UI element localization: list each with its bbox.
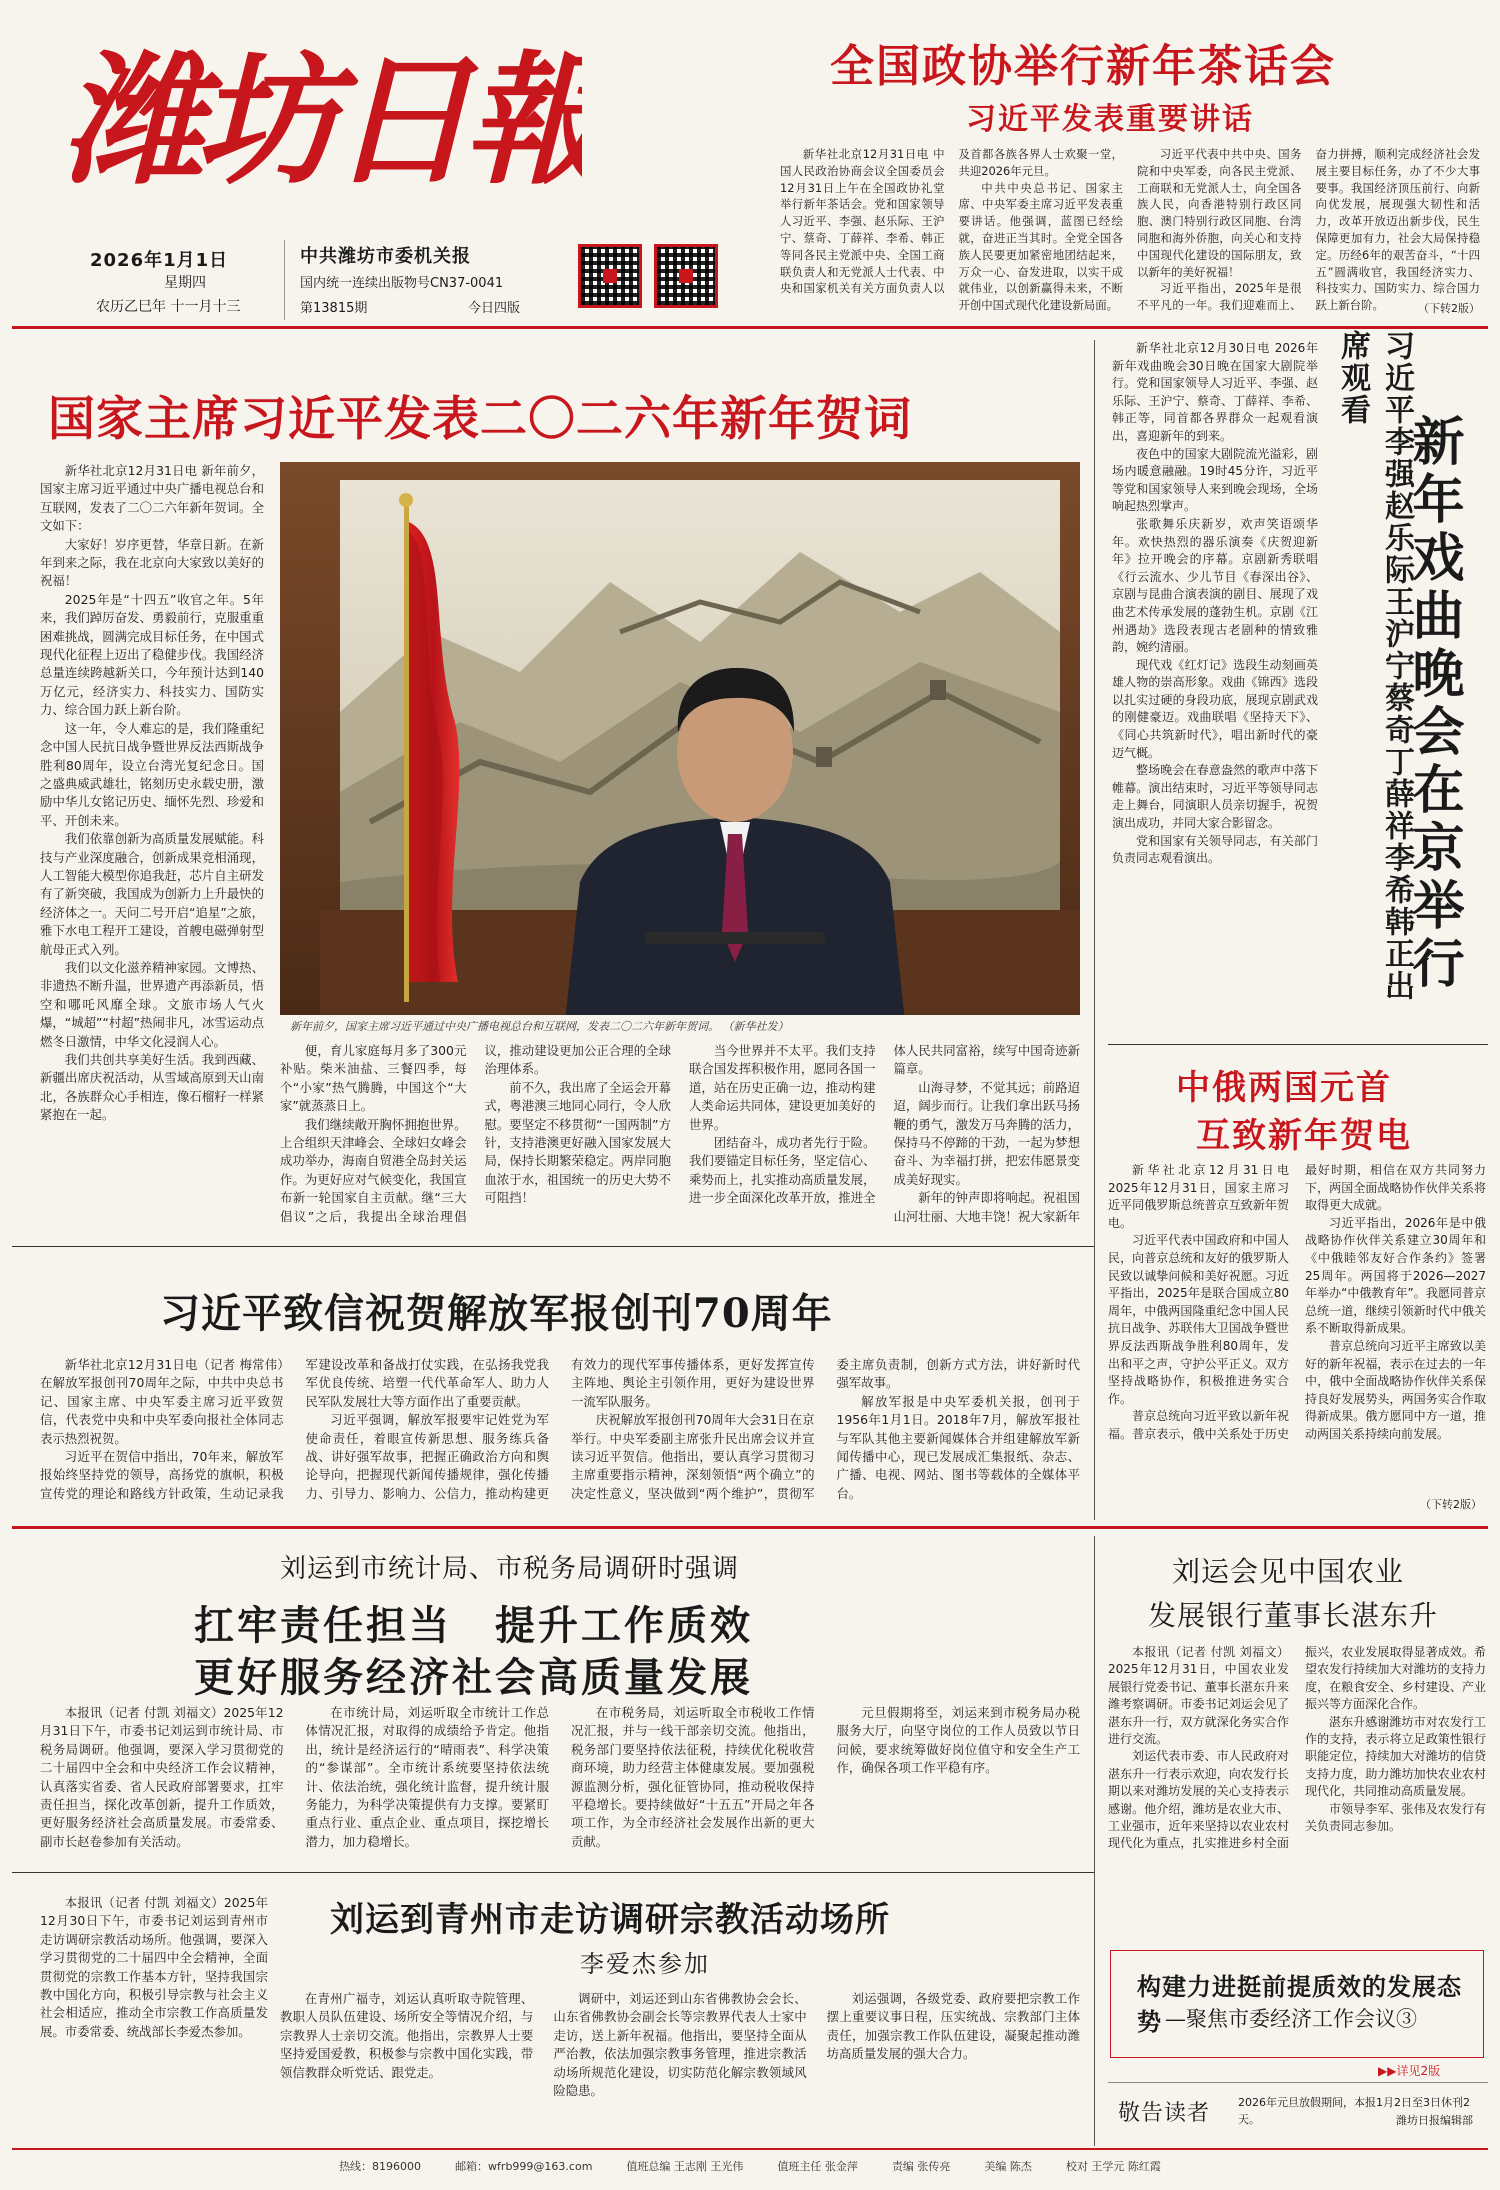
- agbank-headline-1: 刘运会见中国农业: [1172, 1555, 1405, 1588]
- top-headline: 全国政协举行新年茶话会: [830, 41, 1336, 92]
- qingzhou-subhead: 李爱杰参加: [580, 1950, 710, 1978]
- qingzhou-body: [280, 1990, 1080, 2136]
- top-para: 习近平代表中共中央、国务院和中央军委，向各民主党派、工商联和无党派人士，向全国各族人民，向香港特别行政区同胞、澳门特别行政区同胞、台湾同胞和海外侨胞，向关心和支持中国现代化建设的国际朋友，致以新年的美好祝福！: [1137, 147, 1302, 279]
- opera-para: 整场晚会在春意盎然的歌声中落下帷幕。演出结束时，习近平等领导同志走上舞台，同演职人员亲切握手，祝贺演出成功，并同大家合影留念。: [1112, 763, 1318, 831]
- qz-para: 调研中，刘运还到山东省佛教协会会长、山东省佛教协会副会长等宗教界代表人士家中走访，送上新年祝福。他指出，要坚持全面从严治教，依法加强宗教事务管理，推进宗教活动场所规范化建设，切实防范化解宗教领域风险隐患。: [553, 1991, 807, 2099]
- lead-para: 我们继续敞开胸怀拥抱世界。上合组织天津峰会、全球妇女峰会成功举办，海南自贸港全岛封关运作。为更好应对气候变化，我国宣布新一轮国家自主贡献。继“三大倡议”之后，我提出全球治理倡议，推动建设更加公正合理的全球治理体系。: [280, 1043, 671, 1224]
- issue-number: 第13815期: [300, 301, 368, 316]
- opera-body: [1112, 340, 1318, 1040]
- qz-para: 本报讯（记者 付凯 刘福文）2025年12月30日下午，市委书记刘运到青州市走访调研宗教活动场所。他强调，要深入学习贯彻党的二十届四中全会精神，全面贯彻党的宗教工作基本方针，坚持我国宗教中国化方向，积极引导宗教与社会主义社会相适应，推动全市宗教工作高质量发展。市委常委、统战部长李爱杰参加。: [40, 1895, 268, 2039]
- date-block: [90, 246, 280, 272]
- lead-para: 团结奋斗，成功者先行于险。我们要锚定目标任务，坚定信心、乘势而上，扎实推动高质量发展，进一步全面深化改革开放，推进全体人民共同富裕，续写中国奇迹新篇章。: [689, 1043, 1080, 1206]
- lunar-date: 农历乙巳年 十一月十三: [96, 299, 241, 315]
- sino-russia-headline-1: 中俄两国元首: [1176, 1068, 1392, 1108]
- opera-para: 张歌舞乐庆新岁，欢声笑语颂华年。欢快热烈的器乐演奏《庆贺迎新年》拉开晚会的序幕。京剧新秀联唱《行云流水、少儿节目《春深出谷》、京剧与昆曲合演表演的剧目、展现了戏曲艺术传承发展的蓬勃生机。京剧《江州遇劫》选段表现古老剧种的情致雅韵，婉约清丽。: [1112, 516, 1318, 655]
- stats-para: 在市税务局，刘运听取全市税收工作情况汇报，并与一线干部亲切交流。他指出，税务部门要坚持依法征税，持续优化税收营商环境，助力经营主体健康发展。要加强税源监测分析，强化征管协同，推动税收保持平稳增长。要持续做好“十五五”开局之年各项工作，为全市经济社会发展作出新的更大贡献。: [571, 1705, 815, 1849]
- stats-kicker: 刘运到市统计局、市税务局调研时强调: [280, 1554, 740, 1584]
- pla-para: 习近平强调，解放军报要牢记姓党为军使命责任，着眼宣传新思想、服务练兵备战、讲好强军故事，把握正确政治方向和舆论导向，把握现代新闻传播规律，强化传播力、引导力、影响力、公信力，推动构建更有效力的现代军事传播体系，更好发挥宣传主阵地、舆论主引领作用，更好为建设世界一流军队服务。: [305, 1357, 815, 1501]
- stats-headline-2: 更好服务经济社会高质量发展: [194, 1654, 753, 1701]
- sr-para: 习近平代表中国政府和中国人民，向普京总统和友好的俄罗斯人民致以诚挚问候和美好祝愿。习近平指出，2025年是联合国成立80周年，中俄两国隆重纪念中国人民抗日战争、苏联伟大卫国战争暨世界反法西斯战争胜利80周年，发出和平之声，守护公平正义。双方坚持战略协作，积极推进务实合作。: [1108, 1233, 1289, 1406]
- qingzhou-left-col: [40, 1894, 268, 2134]
- qz-para: 刘运强调，各级党委、政府要把宗教工作摆上重要议事日程，压实统战、宗教部门主体责任，加强宗教工作队伍建设，凝聚起推动潍坊高质量发展的强大合力。: [826, 1991, 1080, 2062]
- promo-box[interactable]: [1110, 1950, 1484, 2058]
- opera-para: 新华社北京12月30日电 2026年新年戏曲晚会30日晚在国家大剧院举行。党和国家领导人习近平、李强、赵乐际、王沪宁、蔡奇、丁薛祥、李希、韩正等，同首都各界群众一起观看演出，喜迎新年的到来。: [1112, 341, 1318, 443]
- stats-body: [40, 1704, 1080, 1862]
- lead-left-column: [40, 462, 264, 1234]
- footer-duty-director: 值班主任 张金萍: [777, 2160, 858, 2173]
- top-continue: （下转2版）: [1418, 302, 1480, 315]
- lead-photo: [280, 462, 1080, 1015]
- top-subhead: 习近平发表重要讲话: [966, 102, 1254, 137]
- footer-designer: 美编 陈杰: [984, 2160, 1032, 2173]
- footer-editor: 责编 张传亮: [891, 2160, 951, 2173]
- agb-para: 湛东升感谢潍坊市对农发行工作的支持，表示将立足政策性银行职能定位，持续加大对潍坊的信贷支持力度，助力潍坊加快农业农村现代化，共同推动高质量发展。: [1305, 1714, 1486, 1799]
- weekday: 星期四: [164, 275, 206, 291]
- lead-para: 前不久，我出席了全运会开幕式，粤港澳三地同心同行，令人欣慰。要坚定不移贯彻“一国两制”方针，支持港澳更好融入国家发展大局，保持长期繁荣稳定。两岸同胞血浓于水，祖国统一的历史大势不可阻挡！: [484, 1079, 671, 1206]
- lead-headline: 国家主席习近平发表二〇二六年新年贺词: [48, 392, 912, 447]
- qz-para: 在青州广福寺，刘运认真听取寺院管理、教职人员队伍建设、场所安全等情况介绍，与宗教界人士亲切交流。他指出，宗教界人士要坚持爱国爱教，积极参与宗教中国化实践，带领信教群众听党话、跟党走。: [280, 1991, 534, 2080]
- stats-headline-1: 扛牢责任担当 提升工作质效: [194, 1602, 753, 1649]
- lead-para: 我们共创共享美好生活。我到西藏、新疆出席庆祝活动，从雪域高原到天山南北，各族群众心手相连，像石榴籽一样紧紧抱在一起。: [40, 1052, 264, 1123]
- org-name: 中共潍坊市委机关报: [300, 246, 471, 267]
- masthead-logo-art: [62, 30, 582, 200]
- lead-photo-art: [280, 462, 1080, 1015]
- agb-para: 刘运代表市委、市人民政府对湛东升一行表示欢迎，向农发行长期以来对潍坊发展的关心支持表示感谢。他介绍，潍坊是农业大市、工业强市，近年来坚持以农业农村现代化为重点，扎实推进乡村全面振兴，农业发展取得显著成效。希望农发行持续加大对潍坊的支持力度，在粮食安全、乡村建设、产业振兴等方面深化合作。: [1108, 1645, 1486, 1851]
- footer-hotline: 热线：8196000: [339, 2160, 422, 2173]
- lead-para: 我们依靠创新为高质量发展赋能。科技与产业深度融合，创新成果竞相涌现，人工智能大模型你追我赶，芯片自主研发有了新突破，我国成为创新力上升最快的经济体之一。天问二号开启“追星”之旅，雅下水电工程开工建设，首艘电磁弹射型航母正式入列。: [40, 831, 264, 957]
- opera-subhead: 习近平李强赵乐际王沪宁蔡奇丁薛祥李希韩正出席观看: [1335, 330, 1414, 1002]
- footer-email[interactable]: 邮箱：wfrb999@163.com: [455, 2160, 593, 2173]
- agbank-body: [1108, 1644, 1486, 1932]
- top-para: 习近平指出，2025年是很不平凡的一年。我们迎难而上、奋力拼搏，顺利完成经济社会发展主要目标任务，办了不少大事要事。我国经济顶压前行、向新向优发展，展现强大韧性和活力，改革开放迈出新步伐，民生保障更加有力，社会大局保持稳定。历经6年的艰苦奋斗，“十四五”圆满收官，我国经济实力、科技实力、国防实力、综合国力跃上新台阶。: [1137, 147, 1480, 313]
- pla-para: 庆祝解放军报创刊70周年大会31日在京举行。中央军委副主席张升民出席会议并宣读习近平贺信。他指出，要认真学习贯彻习主席重要指示精神，深刻领悟“两个确立”的决定性意义，坚决做到“两个维护”，贯彻军委主席负责制，创新方式方法，讲好新时代强军故事。: [571, 1357, 1080, 1501]
- stats-para: 在市统计局，刘运听取全市统计工作总体情况汇报，对取得的成绩给予肯定。他指出，统计是经济运行的“晴雨表”、科学决策的“参谋部”。全市统计系统要坚持依法统计、依法治统，强化统计监督，提升统计服务能力，为科学决策提供有力支撑。要紧盯重点行业、重点企业、重点项目，探挖增长潜力，加力稳增长。: [305, 1705, 549, 1849]
- promo-title: 构建力进挺前提质效的发展态势: [1137, 1972, 1462, 2036]
- agb-para: 市领导李军、张伟及农发行有关负责同志参加。: [1305, 1801, 1486, 1834]
- pla-para: 习近平在贺信中指出，70年来，解放军报始终坚持党的领导，高扬党的旗帜，积极宣传党的理论和路线方针政策，生动记录我军建设改革和备战打仗实践，在弘扬我党我军优良传统、培塑一代代革命军人、助力人民军队发展壮大等方面作出了重要贡献。: [40, 1357, 549, 1501]
- sr-para: 普京总统向习近平主席致以美好的新年祝福，表示在过去的一年中，俄中全面战略协作伙伴关系保持良好发展势头，两国务实合作取得新成果。俄方愿同中方一道，推动两国关系持续向前发展。: [1305, 1338, 1486, 1441]
- qr-code-1[interactable]: [578, 244, 642, 308]
- lead-para: 便，育儿家庭每月多了300元补贴。柴米油盐、三餐四季，每个“小家”热气腾腾，中国这个“大家”就蒸蒸日上。: [280, 1043, 467, 1114]
- notice-text: 2026年元旦放假期间，本报1月2日至3日休刊2天。: [1238, 2096, 1470, 2126]
- photo-caption: 新年前夕，国家主席习近平通过中央广播电视总台和互联网，发表二〇二六年新年贺词。 （新华社发）: [290, 1020, 789, 1033]
- agbank-headline-2: 发展银行董事长湛东升: [1148, 1599, 1439, 1632]
- top-story-body: [780, 146, 1480, 316]
- lead-para: 这一年，令人难忘的是，我们隆重纪念中国人民抗日战争暨世界反法西斯战争胜利80周年，设立台湾光复纪念日。国之盛典威武雄壮，铭刻历史永载史册，激励中华儿女铭记历史、缅怀先烈、珍爱和平、开创未来。: [40, 720, 264, 828]
- pla-para: 新华社北京12月31日电（记者 梅常伟）在解放军报创刊70周年之际，中共中央总书记、国家主席、中央军委主席习近平致贺信，代表党中央和中央军委向报社全体同志表示热烈祝贺。: [40, 1357, 284, 1446]
- sino-russia-body: [1108, 1162, 1486, 1502]
- footer-proofreader: 校对 王学元 陈红霞: [1065, 2160, 1161, 2173]
- top-para: 中共中央总书记、国家主席、中央军委主席习近平发表重要讲话。他强调，蓝图已经绘就，奋进正当其时。全党全国各族人民要更加紧密地团结起来，万众一心、奋发进取，以实干成就伟业，以创新赢得未来，不断开创中国式现代化建设新局面。: [958, 180, 1123, 313]
- promo-subtitle: —聚焦市委经济工作会议③: [1165, 2007, 1417, 2031]
- notice-title: 敬告读者: [1118, 2101, 1211, 2126]
- pla-para: 解放军报是中央军委机关报，创刊于1956年1月1日。2018年7月，解放军报社与军队其他主要新闻媒体合并组建解放军新闻传播中心，现已发展成汇集报纸、杂志、广播、电视、网站、图书等载体的全媒体平台。: [836, 1393, 1080, 1501]
- lead-para: 新华社北京12月31日电 新年前夕，国家主席习近平通过中央广播电视总台和互联网，发表了二〇二六年新年贺词。全文如下：: [40, 463, 264, 534]
- lead-para: 我们以文化滋养精神家园。文博热、非遗热不断升温，世界遗产再添新员，悟空和哪吒风靡全球。文旅市场人气火爆，“城超”“村超”热闹非凡，冰雪运动点燃冬日激情，中华文化浸润人心。: [40, 959, 264, 1049]
- pla-headline: 习近平致信祝贺解放军报创刊70周年: [160, 1290, 833, 1337]
- sino-russia-continue: （下转2版）: [1420, 1498, 1482, 1511]
- lead-bottom-body: [280, 1042, 1080, 1234]
- opera-para: 党和国家有关领导同志，有关部门负责同志观看演出。: [1112, 833, 1318, 866]
- opera-para: 现代戏《红灯记》选段生动刻画英雄人物的崇高形象。戏曲《锦西》选段以扎实过硬的身段功底，展现京剧武戏的刚健豪迈。戏曲联唱《坚持天下》、《同心共筑新时代》，唱出新时代的豪迈气概。: [1112, 657, 1318, 760]
- notice-sign: 潍坊日报编辑部: [1396, 2114, 1473, 2127]
- stats-para: 元旦假期将至，刘运来到市税务局办税服务大厅，向坚守岗位的工作人员致以节日问候，要求统筹做好岗位值守和安全生产工作，确保各项工作平稳有序。: [836, 1705, 1080, 1776]
- page-count: 今日四版: [468, 301, 521, 316]
- opera-headline: 新年戏曲晚会在京举行: [1403, 414, 1464, 994]
- lead-para: 2025年是“十四五”收官之年。5年来，我们踔厉奋发、勇毅前行，克服重重困难挑战，圆满完成目标任务，在中国式现代化征程上迈出了稳健步伐。我国经济总量连续跨越新关口，今年预计达到140万亿元，经济实力、科技实力、国防实力、综合国力跃上新台阶。: [40, 591, 264, 718]
- qr-code-2[interactable]: [654, 244, 718, 308]
- top-para: 新华社北京12月31日电 中国人民政治协商会议全国委员会12月31日上午在全国政协礼堂举行新年茶话会。党和国家领导人习近平、李强、赵乐际、王沪宁、蔡奇、丁薛祥、李希、韩正等同各民主党派中央、全国工商联负责人和无党派人士代表、中央和国家机关有关方面负责人以及首都各族各界人士欢聚一堂，共迎2026年元旦。: [780, 147, 1123, 296]
- qingzhou-headline: 刘运到青州市走访调研宗教活动场所: [330, 1900, 890, 1940]
- footer-chief-editor: 值班总编 王志刚 王光伟: [626, 2160, 744, 2173]
- promo-link[interactable]: ▶▶详见2版: [1378, 2064, 1441, 2078]
- lead-para: 当今世界并不太平。我们支持联合国发挥积极作用，愿同各国一道，站在历史正确一边，推动构建人类命运共同体，建设更加美好的世界。: [689, 1043, 876, 1132]
- lead-para: 大家好！岁序更替，华章日新。在新年到来之际，我在北京向大家致以美好的祝福！: [40, 536, 264, 589]
- stats-para: 本报讯（记者 付凯 刘福文）2025年12月31日下午，市委书记刘运到市统计局、市税务局调研。他强调，要深入学习贯彻党的二十届四中全会和中央经济工作会议精神，认真落实省委、省人民政府部署要求，扛牢责任担当，探化改革创新，提升工作质效，更好服务经济社会高质量发展。市委常委、副市长赵卷参加有关活动。: [40, 1705, 284, 1849]
- sr-para: 普京总统向习近平致以新年祝福。普京表示，俄中关系处于历史最好时期，相信在双方共同努力下，两国全面战略协作伙伴关系将取得更大成就。: [1108, 1163, 1486, 1441]
- lead-para: 新年的钟声即将响起。祝祖国山河壮丽、大地丰饶！祝大家新年: [893, 1190, 1080, 1224]
- logo-text: 潍坊日報: [62, 38, 582, 200]
- opera-para: 夜色中的国家大剧院流光溢彩，剧场内暖意融融。19时45分许，习近平等党和国家领导人来到晚会现场，全场响起热烈掌声。: [1112, 446, 1318, 514]
- sino-russia-headline-2: 互致新年贺电: [1196, 1116, 1412, 1156]
- footer-bar: [20, 2158, 1480, 2174]
- cn-number: 国内统一连续出版物号CN37-0041: [300, 276, 504, 291]
- masthead-logo: [62, 30, 582, 200]
- agb-para: 本报讯（记者 付凯 刘福文）2025年12月31日，中国农业发展银行党委书记、董事长湛东升来潍考察调研。市委书记刘运会见了湛东升一行，双方就深化务实合作进行交流。: [1108, 1645, 1289, 1747]
- lead-para: 山海寻梦，不觉其远；前路迢迢，阔步而行。让我们拿出跃马扬鞭的勇气，激发万马奔腾的活力，保持马不停蹄的干劲，一起为梦想奋斗、为幸福打拼，把宏伟愿景变成美好现实。: [893, 1079, 1080, 1187]
- sr-para: 新华社北京12月31日电 2025年12月31日，国家主席习近平同俄罗斯总统普京互致新年贺电。: [1108, 1163, 1289, 1230]
- pla-body: [40, 1356, 1080, 1516]
- sr-para: 习近平指出，2026年是中俄战略协作伙伴关系建立30周年和《中俄睦邻友好合作条约》签署25周年。两国将于2026—2027年举办“中俄教育年”。我愿同普京总统一道，继续引领新时代中俄关系不断取得新成果。: [1305, 1215, 1486, 1336]
- issue-date: 2026年1月1日: [90, 250, 229, 271]
